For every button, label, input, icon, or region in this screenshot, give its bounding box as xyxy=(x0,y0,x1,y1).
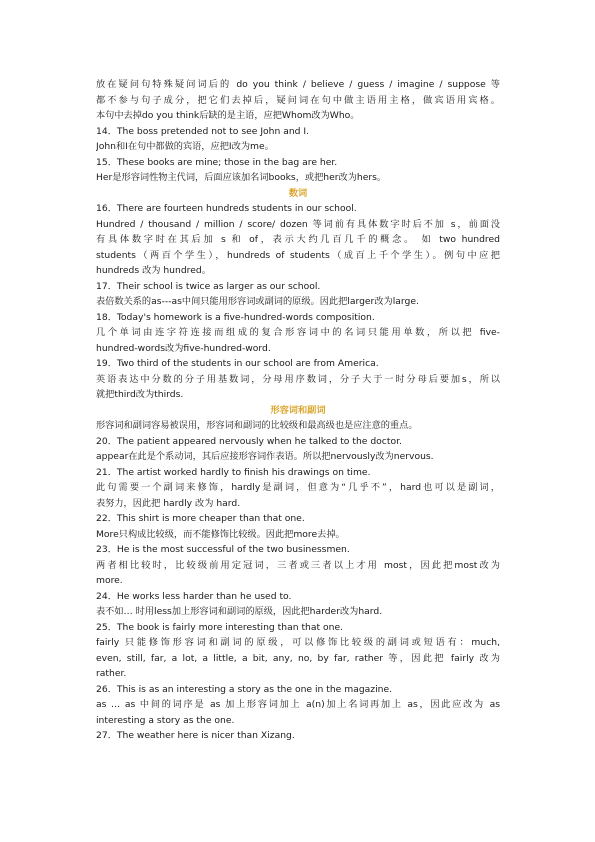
text-line: 22．This shirt is more cheaper than that one. xyxy=(96,513,305,524)
text-line: 英语表达中分数的分子用基数词，分母用序数词，分子大于一时分母后要加s，所以 xyxy=(96,373,500,385)
text-line: 形容词和副词容易被误用，形容词和副词的比较级和最高级也是应注意的重点。 xyxy=(96,420,418,431)
text-line: 两者相比较时，比较级前用定冠词，三者或三者以上才用 most，因此把most改为 xyxy=(96,559,500,571)
text-line: hundreds 改为 hundred。 xyxy=(96,265,211,276)
text-line: 20．The patient appeared nervously when he talked to the doctor. xyxy=(96,435,402,447)
text-line: interesting a story as the one. xyxy=(96,714,235,726)
text-line: 14．The boss pretended not to see John and I. xyxy=(96,125,310,137)
text-line: 本句中去掉do you think后缺的是主语，应把Whom改为Who。 xyxy=(96,110,360,121)
text-line: 19．Two third of the students in our school are from America. xyxy=(96,358,379,369)
text-line: hundred-words改为five-hundred-word. xyxy=(96,342,271,354)
section-heading: 形容词和副词 xyxy=(270,404,326,416)
text-line: as … as 中间的词序是 as 加上形容词加上 a(n)加上名词再加上 as，因此应改为 as xyxy=(96,699,500,710)
text-line: 此句需要一个副词来修饰，hardly是副词，但意为“几乎不”，hard也可以是副词， xyxy=(96,482,500,493)
text-line: 表努力，因此把 hardly 改为 hard. xyxy=(96,497,241,509)
text-line: 16．There are fourteen hundreds students in our school. xyxy=(96,203,357,214)
text-line: John和I在句中都做的宾语，应把I改为me。 xyxy=(96,141,274,152)
text-line: students（两百个学生），hundreds of students（成百上千个学生）。例句中应把 xyxy=(96,249,500,261)
text-line: 都不参与句子成分，把它们去掉后，疑问词在句中做主语用主格，做宾语用宾格。 xyxy=(96,94,500,106)
text-line: more. xyxy=(96,575,123,586)
text-line: 表倍数关系的as---as中间只能用形容词或副词的原级。因此把larger改为large. xyxy=(96,296,419,307)
text-line: 27．The weather here is nicer than Xizang. xyxy=(96,730,295,741)
section-heading: 数词 xyxy=(288,187,308,199)
text-line: Hundred / thousand / million / score/ dozen 等词前有具体数字时后不加 s，前面没 xyxy=(96,218,500,230)
text-line: 23．He is the most successful of the two businessmen. xyxy=(96,544,350,555)
text-line: 15．These books are mine; those in the bag are her. xyxy=(96,156,338,168)
text-line: Her是形容词性物主代词，后面应该加名词books，或把her改为hers。 xyxy=(96,172,387,183)
text-line: 21．The artist worked hardly to finish his drawings on time. xyxy=(96,466,371,478)
text-line: 24．He works less harder than he used to. xyxy=(96,590,292,602)
text-line: More只构成比较级，而不能修饰比较级。因此把more去掉。 xyxy=(96,528,345,540)
text-line: 有具体数字时在其后加 s 和 of，表示大约几百几千的概念。 如 two hundred xyxy=(96,234,500,245)
text-line: 放在疑问句特殊疑问词后的 do you think / believe / guess / imagine / suppose 等 xyxy=(96,79,500,90)
text-line: 26．This is as an interesting a story as the one in the magazine. xyxy=(96,683,393,695)
text-line: 17．Their school is twice as larger as our school. xyxy=(96,280,321,292)
text-line: 表不如… 时用less加上形容词和副词的原级，因此把harder改为hard. xyxy=(96,606,383,617)
text-line: fairly 只能修饰形容词和副词的原级，可以修饰比较级的副词或短语有：much, xyxy=(96,637,500,648)
text-line: even, still, far, a lot, a little, a bit, any, no, by far, rather 等，因此把 fairly 改为 xyxy=(96,652,500,664)
text-line: rather. xyxy=(96,668,127,679)
text-line: appear在此是个系动词，其后应接形容词作表语。所以把nervously改为nervous. xyxy=(96,451,434,462)
text-line: 25．The book is fairly more interesting than that one. xyxy=(96,621,344,633)
text-line: 18．Today's homework is a five-hundred-words composition. xyxy=(96,311,375,323)
page-body xyxy=(96,77,500,744)
text-line: 几个单词由连字符连接而组成的复合形容词中的名词只能用单数，所以把 five- xyxy=(96,327,500,338)
text-line: 就把third改为thirds. xyxy=(96,389,184,400)
